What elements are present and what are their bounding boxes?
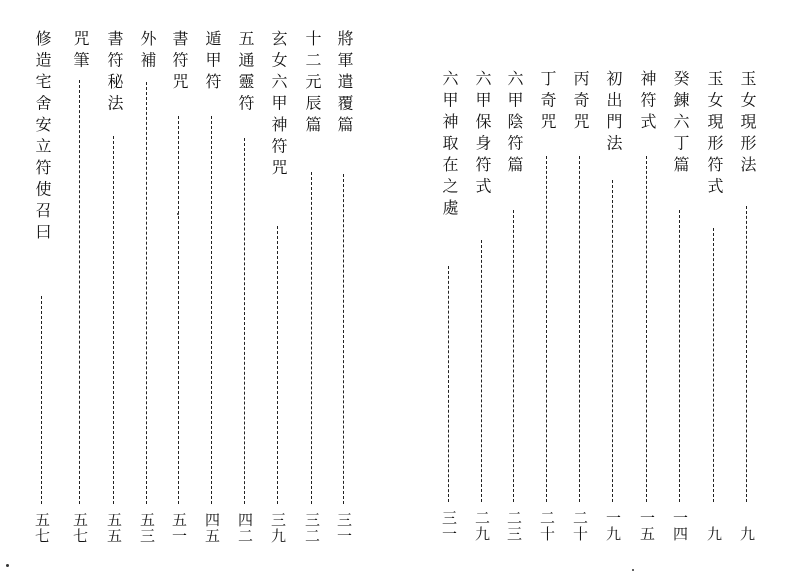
scan-speck (177, 213, 179, 215)
dot-leader (546, 156, 547, 502)
entry-title: 書符秘法 (105, 30, 124, 116)
dot-leader (448, 266, 449, 502)
entry-title: 書符咒 (170, 30, 189, 95)
entry-title: 玉女現形法 (738, 70, 757, 178)
entry-title: 十二元辰篇 (303, 30, 322, 138)
entry-title: 玉女現形符式 (705, 70, 724, 199)
entry-title: 修造宅舍安立符使召曰 (33, 30, 52, 245)
entry-title: 玄女六甲神符咒 (269, 30, 288, 181)
entry-title: 神符式 (638, 70, 657, 135)
page-number: 二十 (571, 510, 589, 542)
dot-leader (746, 206, 747, 502)
page-number: 四五 (203, 512, 221, 544)
entry-title: 六甲保身符式 (473, 70, 492, 199)
page-number: 五一 (170, 512, 188, 544)
page-number: 九 (738, 526, 756, 542)
page-number: 二十 (538, 510, 556, 542)
scan-speck (6, 564, 9, 567)
page-number: 五七 (71, 512, 89, 544)
entry-title: 咒筆 (71, 30, 90, 73)
entry-title: 初出門法 (604, 70, 623, 156)
entry-title: 遁甲符 (203, 30, 222, 95)
dot-leader (277, 226, 278, 504)
page-number: 五三 (138, 512, 156, 544)
page-number: 五七 (33, 512, 51, 544)
page-number: 一九 (604, 510, 622, 542)
dot-leader (713, 228, 714, 502)
page-number: 五五 (105, 512, 123, 544)
dot-leader (113, 136, 114, 504)
dot-leader (311, 172, 312, 504)
dot-leader (679, 210, 680, 502)
dot-leader (612, 180, 613, 502)
dot-leader (579, 156, 580, 502)
page-number: 一四 (671, 510, 689, 542)
left-page (0, 0, 396, 574)
entry-title: 將軍遣覆篇 (335, 30, 354, 138)
dot-leader (178, 116, 179, 504)
dot-leader (79, 80, 80, 504)
dot-leader (513, 210, 514, 502)
page-number: 二九 (473, 510, 491, 542)
entry-title: 六甲神取在之處 (440, 70, 459, 221)
page-number: 三二 (303, 512, 321, 544)
page-number: 二三 (505, 510, 523, 542)
page-number: 一五 (638, 510, 656, 542)
entry-title: 丁奇咒 (538, 70, 557, 135)
dot-leader (343, 174, 344, 504)
page-number: 四二 (236, 512, 254, 544)
entry-title: 丙奇咒 (571, 70, 590, 135)
page-number: 三一 (440, 510, 458, 542)
entry-title: 五通靈符 (236, 30, 255, 116)
page-number: 三九 (269, 512, 287, 544)
entry-title: 外補 (138, 30, 157, 73)
dot-leader (244, 138, 245, 504)
entry-title: 癸錬六丁篇 (671, 70, 690, 178)
dot-leader (211, 116, 212, 504)
dot-leader (41, 296, 42, 504)
dot-leader (646, 156, 647, 502)
scan-speck (632, 569, 634, 571)
entry-title: 六甲陰符篇 (505, 70, 524, 178)
page-number: 九 (705, 526, 723, 542)
dot-leader (481, 240, 482, 502)
dot-leader (146, 82, 147, 504)
page-number: 三一 (335, 512, 353, 544)
right-page (396, 0, 793, 574)
